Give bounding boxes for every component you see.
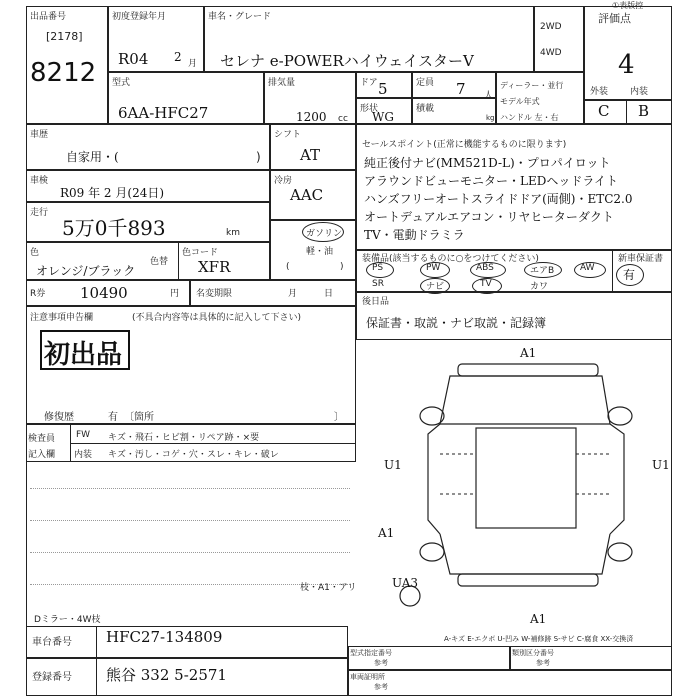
fuel-option-diesel: 軽・油: [306, 247, 334, 257]
rating-label: 評価点: [598, 12, 631, 25]
car-rear-bumper: [458, 574, 598, 586]
sales-line-4: オートデュアルエアコン・リヤヒーターダクト: [364, 210, 614, 224]
name-grade-value: セレナ e-POWERハイウェイスターV: [220, 52, 474, 70]
history-close: ): [256, 150, 261, 164]
mileage-unit: km: [226, 228, 240, 238]
car-rear: [440, 534, 610, 574]
dotted-line-3: [30, 552, 350, 553]
approval-sub: 参考: [374, 659, 388, 667]
interior-value: B: [638, 102, 650, 120]
warranty-label: 新車保証書: [618, 254, 664, 264]
mark-rear-left: A1: [378, 526, 395, 540]
reg-month-unit: 月: [188, 59, 198, 69]
chassis-label: 車台番号: [32, 637, 72, 648]
sales-points-label: セールスポイント(正常に機能するものに限ります): [362, 140, 567, 150]
capacity-value: 7: [456, 80, 466, 98]
wheel-fr: [608, 407, 632, 425]
ac-label: 冷房: [274, 176, 293, 186]
equip-ps: PS: [372, 263, 384, 273]
top-right-note: ①表版控: [612, 1, 644, 10]
displacement-label: 排気量: [268, 78, 296, 88]
name-grade-label: 車名・グレード: [208, 12, 272, 22]
color-change-label: 色替: [150, 257, 169, 267]
reg-label: 登録番号: [32, 672, 72, 683]
mileage-label: 走行: [30, 208, 49, 218]
equipment-label: 装備品(該当するものに○をつけてください): [362, 254, 539, 264]
capacity-unit: 人: [484, 91, 494, 101]
notes-sublabel: (不具合内容等は具体的に記入して下さい): [132, 313, 302, 323]
owner-sub: 参考: [374, 683, 388, 691]
legend: A-キズ E-エクボ U-凹み W-補修跡 S-サビ C-腐食 XX-交換済: [444, 635, 634, 643]
title-change-label: 名変期限: [196, 289, 233, 299]
first-listing-text: 初出品: [44, 340, 123, 370]
mark-left: U1: [384, 458, 402, 472]
history-box: [26, 124, 270, 170]
model-year-label: モデル年式: [500, 97, 540, 106]
inspection-label: 車検: [30, 176, 49, 186]
title-change-day: 日: [324, 289, 334, 299]
shape-label: 形状: [360, 104, 379, 114]
mileage-value: 5万0千893: [62, 216, 166, 240]
car-body-left: [428, 424, 440, 534]
exterior-value: C: [598, 102, 610, 120]
lot-sub: [2178]: [46, 30, 83, 43]
displacement-value: 1200: [296, 110, 327, 124]
owner-label: 車両証明所: [350, 673, 385, 681]
after-label: 後日品: [362, 297, 390, 307]
interior-label: 内装: [630, 87, 649, 97]
equip-sr: SR: [372, 279, 384, 289]
ac-value: AAC: [290, 186, 324, 204]
color-value: オレンジ/ブラック: [36, 264, 136, 278]
title-change-month: 月: [288, 289, 298, 299]
warranty-divider: [612, 250, 613, 292]
approval-label: 型式指定番号: [350, 649, 392, 657]
notes-label: 注意事項申告欄: [30, 313, 94, 323]
shift-label: シフト: [274, 130, 302, 140]
inspection-value: R09 年 2 月(24日): [60, 186, 165, 200]
category-label: 類別区分番号: [512, 649, 554, 657]
chassis-value: HFC27-134809: [106, 628, 223, 646]
dealer-label: ディーラー・並行: [500, 81, 564, 90]
rating-value: 4: [618, 50, 635, 80]
shape-value: WG: [372, 110, 394, 124]
drive-4wd: 4WD: [540, 48, 562, 58]
mark-front: A1: [520, 346, 537, 360]
lot-label: 出品番号: [30, 12, 67, 22]
equip-airbag: エアB: [530, 266, 555, 276]
doors-value: 5: [378, 80, 388, 98]
fuel-option-gas: ガソリン: [306, 229, 343, 239]
sales-line-1: 純正後付ナビ(MM521D-L)・プロパイロット: [364, 156, 611, 170]
lot-number: 8212: [30, 58, 97, 88]
chassis-divider: [96, 626, 97, 658]
after-value: 保証書・取説・ナビ取説・記録簿: [366, 316, 547, 330]
drive-box: [534, 6, 584, 72]
recycle-unit: 円: [170, 289, 180, 299]
fw-label: FW: [76, 430, 91, 440]
wheel-rr: [608, 543, 632, 561]
wheel-rl: [420, 543, 444, 561]
repair-label: 修復歴: [44, 412, 74, 423]
owner-box: [348, 670, 672, 696]
car-front-bumper: [458, 364, 598, 376]
sales-line-3: ハンズフリーオートスライドドア(両側)・ETC2.0: [364, 192, 633, 206]
car-body-right: [610, 424, 624, 534]
equip-leather: カワ: [530, 282, 549, 292]
history-value: 自家用・(: [66, 150, 119, 164]
car-hood: [440, 376, 610, 424]
mark-rear: UA3: [392, 576, 419, 590]
car-diagram: [380, 344, 672, 614]
fw-row: キズ・飛石・ヒビ割・リペア跡・×要: [108, 433, 260, 443]
entry-label: 記入欄: [28, 450, 56, 460]
history-label: 車歴: [30, 130, 49, 140]
equip-abs: ABS: [476, 263, 494, 273]
color-code-label: 色コード: [182, 248, 219, 258]
displacement-unit: cc: [338, 114, 348, 124]
handle-label: ハンドル 左・右: [500, 113, 559, 122]
inspector-row-divider: [70, 443, 356, 444]
mirror-note: Dミラー・4W枝: [34, 615, 101, 625]
drive-2wd: 2WD: [540, 22, 562, 32]
recycle-value: 10490: [80, 284, 128, 302]
reg-month-value: 2: [174, 50, 182, 64]
reg-value: 熊谷 332 5-2571: [106, 666, 227, 684]
car-roof: [476, 428, 576, 528]
recycle-label: R券: [30, 289, 46, 299]
category-sub: 参考: [536, 659, 550, 667]
sales-line-2: アラウンドビューモニター・LEDヘッドライト: [364, 174, 618, 188]
exterior-label: 外装: [590, 87, 609, 97]
repair-place: 〔箇所: [124, 412, 154, 423]
sales-line-5: TV・電動ドラミラ: [364, 228, 465, 242]
reg-divider: [96, 658, 97, 696]
wheel-fl: [420, 407, 444, 425]
equip-pw: PW: [426, 263, 441, 273]
doors-label: ドア: [360, 78, 378, 88]
inner-label: 内装: [74, 450, 93, 460]
equip-aw: AW: [580, 263, 595, 273]
load-label: 積載: [416, 104, 435, 114]
capacity-label: 定員: [416, 78, 435, 88]
load-unit: kg: [486, 114, 495, 122]
inner-row: キズ・汚し・コゲ・穴・スレ・キレ・破レ: [108, 450, 279, 460]
color-label: 色: [30, 248, 40, 258]
warranty-value: 有: [623, 268, 636, 282]
mark-right: U1: [652, 458, 670, 472]
model-label: 型式: [112, 78, 131, 88]
repair-close: 〕: [334, 412, 344, 423]
reg-year-label: 初度登録年月: [112, 12, 167, 22]
dotted-line-2: [30, 520, 350, 521]
repair-value: 有: [108, 412, 118, 423]
equip-tv: TV: [480, 279, 492, 289]
ext-int-divider: [626, 100, 627, 124]
inspector-label: 検査員: [28, 434, 56, 444]
color-divider: [178, 242, 179, 280]
model-value: 6AA-HFC27: [118, 104, 209, 122]
fuel-paren-open: (: [286, 262, 290, 272]
dotted-line-1: [30, 488, 350, 489]
shift-value: AT: [300, 146, 321, 164]
reg-year-value: R04: [118, 50, 149, 68]
mark-bottom: A1: [530, 612, 547, 626]
equip-navi: ナビ: [426, 282, 445, 292]
fuel-paren-close: ): [340, 262, 344, 272]
color-code-value: XFR: [198, 258, 231, 276]
front-note: 枝・A1・アリ: [300, 583, 357, 593]
